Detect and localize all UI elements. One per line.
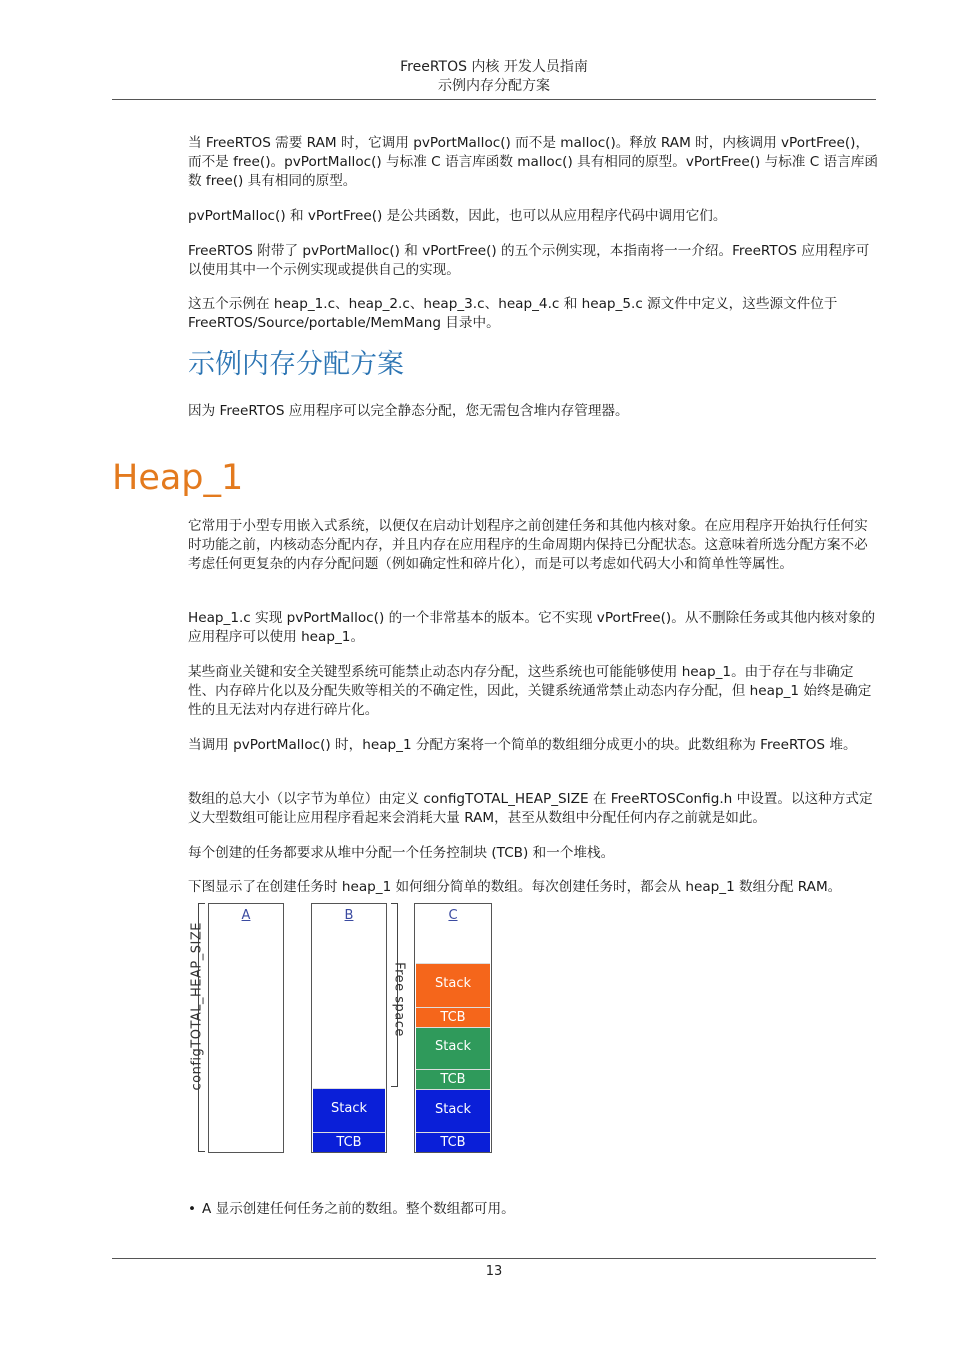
bullet-text: A 显示创建任何任务之前的数组。整个数组都可用。 xyxy=(202,1201,515,1217)
heap-size-label: configTOTAL_HEAP_SIZE xyxy=(189,922,205,1091)
column-c-label: C xyxy=(448,908,458,923)
header-text xyxy=(112,58,876,96)
footer-divider xyxy=(112,1258,876,1259)
page-number: 13 xyxy=(485,1264,503,1279)
intro-paragraph-1: 当 FreeRTOS 需要 RAM 时，它调用 pvPortMalloc() 而不是 malloc()。释放 RAM 时，内核调用 vPortFree()，而不是 free()。pvPortMalloc() 与标准 C 语言库函数 malloc() 具有相同的原型。vPortFree() 与标准 C 语言库函数 free() 具有相同的原型。 xyxy=(188,135,878,190)
heap1-diagram xyxy=(190,900,500,1162)
free-space-label: Free space xyxy=(391,962,407,1037)
column-c-tcb-block-2: TCB xyxy=(416,1069,490,1089)
bullet-dot-icon: • xyxy=(188,1201,197,1217)
heap1-paragraph-2: Heap_1.c 实现 pvPortMalloc() 的一个非常基本的版本。它不实现 vPortFree()。从不删除任务或其他内核对象的应用程序可以使用 heap_1。 xyxy=(188,610,876,646)
column-c-stack-block-1: Stack xyxy=(416,963,490,1007)
column-a xyxy=(208,903,284,1153)
section-paragraph: 因为 FreeRTOS 应用程序可以完全静态分配，您无需包含堆内存管理器。 xyxy=(188,403,629,419)
heap1-paragraph-4: 当调用 pvPortMalloc() 时，heap_1 分配方案将一个简单的数组细分成更小的块。此数组称为 FreeRTOS 堆。 xyxy=(188,737,857,753)
bullet-item-a xyxy=(188,1200,515,1219)
column-b-label: B xyxy=(344,908,354,923)
column-b xyxy=(311,903,387,1153)
column-b-tcb-block: TCB xyxy=(313,1132,385,1152)
column-b-stack-block: Stack xyxy=(313,1088,385,1132)
heap1-paragraph-5: 数组的总大小（以字节为单位）由定义 configTOTAL_HEAP_SIZE 在 FreeRTOSConfig.h 中设置。以这种方式定义大型数组可能让应用程序看起来会消耗大量 RAM，甚至从数组中分配任何内存之前就是如此。 xyxy=(188,791,873,827)
heap1-paragraph-3: 某些商业关键和安全关键型系统可能禁止动态内存分配，这些系统也可能能够使用 heap_1。由于存在与非确定性、内存碎片化以及分配失败等相关的不确定性，因此，关键系统通常禁止动态内存分配，但 heap_1 始终是确定性的且无法对内存进行碎片化。 xyxy=(188,664,872,719)
intro-paragraph-3: FreeRTOS 附带了 pvPortMalloc() 和 vPortFree() 的五个示例实现，本指南将一一介绍。FreeRTOS 应用程序可以使用其中一个示例实现或提供自己的实现。 xyxy=(188,243,870,279)
heap1-heading: Heap_1 xyxy=(112,458,244,498)
intro-paragraph-4: 这五个示例在 heap_1.c、heap_2.c、heap_3.c、heap_4.c 和 heap_5.c 源文件中定义，这些源文件位于 FreeRTOS/Source/portable/MemMang 目录中。 xyxy=(188,296,838,332)
header-divider xyxy=(112,99,876,100)
column-c-tcb-block-1: TCB xyxy=(416,1007,490,1027)
column-c-stack-block-3: Stack xyxy=(416,1089,490,1132)
header-title: FreeRTOS 内核 开发人员指南 xyxy=(400,59,588,75)
column-c xyxy=(414,903,492,1153)
header-subtitle: 示例内存分配方案 xyxy=(438,78,550,94)
column-c-stack-block-2: Stack xyxy=(416,1027,490,1069)
column-a-label: A xyxy=(241,908,251,923)
heap1-paragraph-6: 每个创建的任务都要求从堆中分配一个任务控制块 (TCB) 和一个堆栈。 xyxy=(188,845,615,861)
intro-paragraph-2: pvPortMalloc() 和 vPortFree() 是公共函数，因此，也可以从应用程序代码中调用它们。 xyxy=(188,208,727,224)
section-heading: 示例内存分配方案 xyxy=(188,349,404,380)
heap1-paragraph-1: 它常用于小型专用嵌入式系统，以便仅在启动计划程序之前创建任务和其他内核对象。在应用程序开始执行任何实时功能之前，内核动态分配内存，并且内存在应用程序的生命周期内保持已分配状态。这意味着所选分配方案不必考虑任何更复杂的内存分配问题（例如确定性和碎片化），而是可以考虑如代码大小和简单性等属性。 xyxy=(188,518,868,573)
heap1-paragraph-7: 下图显示了在创建任务时 heap_1 如何细分简单的数组。每次创建任务时，都会从 heap_1 数组分配 RAM。 xyxy=(188,879,842,895)
column-c-tcb-block-3: TCB xyxy=(416,1132,490,1152)
